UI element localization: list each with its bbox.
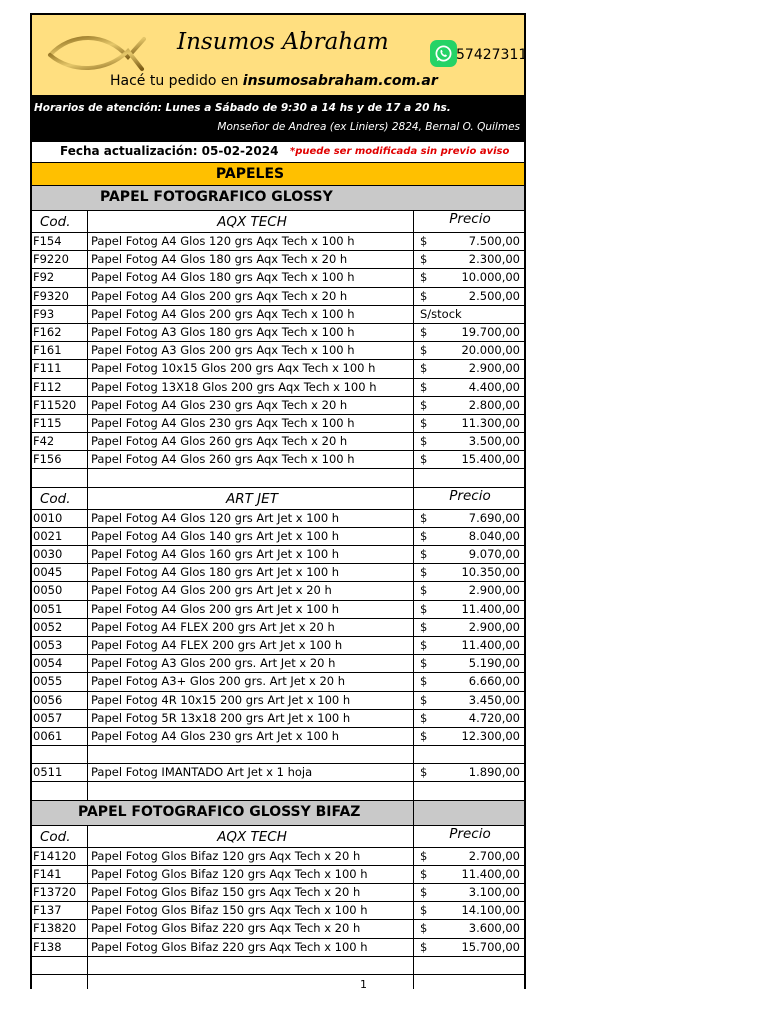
brand-header: ART JET xyxy=(88,488,414,509)
product-code: 0061 xyxy=(32,728,88,745)
price-value: 4.720,00 xyxy=(468,710,520,725)
price-cell xyxy=(414,269,524,286)
table-row xyxy=(32,288,524,306)
column-price-header: Precio xyxy=(449,211,491,227)
product-description: Papel Fotog A3 Glos 180 grs Aqx Tech x 100 h xyxy=(88,324,414,341)
table-row xyxy=(32,673,524,691)
table-row xyxy=(32,884,524,902)
website-link[interactable]: insumosabraham.com.ar xyxy=(242,73,438,89)
currency: $ xyxy=(420,361,428,376)
price-value: 12.300,00 xyxy=(461,728,520,743)
column-header-row xyxy=(32,211,524,233)
product-description: Papel Fotog A4 Glos 260 grs Aqx Tech x 20 h xyxy=(88,433,414,450)
order-prefix: Hacé tu pedido en xyxy=(110,73,243,89)
product-description: Papel Fotog A4 Glos 140 grs Art Jet x 100 h xyxy=(88,528,414,545)
table-row xyxy=(32,902,524,920)
price-cell xyxy=(414,619,524,636)
update-date: Fecha actualización: 05-02-2024 xyxy=(60,144,279,158)
product-description: Papel Fotog A4 Glos 230 grs Art Jet x 100 h xyxy=(88,728,414,745)
currency: $ xyxy=(420,601,428,616)
product-code: F14120 xyxy=(32,848,88,865)
price-value: 8.040,00 xyxy=(468,528,520,543)
price-value: 3.500,00 xyxy=(468,434,520,449)
currency: $ xyxy=(420,434,428,449)
currency: $ xyxy=(420,528,428,543)
price-value: 9.070,00 xyxy=(468,547,520,561)
price-value: 19.700,00 xyxy=(461,324,520,339)
product-code: 0051 xyxy=(32,601,88,618)
table-row xyxy=(32,939,524,957)
price-cell xyxy=(414,866,524,883)
product-code: 0055 xyxy=(32,673,88,690)
price-cell xyxy=(414,564,524,581)
column-code-header: Cod. xyxy=(32,211,88,232)
price-cell xyxy=(414,379,524,396)
price-value: 11.400,00 xyxy=(461,866,520,881)
table-bottom xyxy=(32,975,524,989)
product-code: F156 xyxy=(32,451,88,468)
product-description: Papel Fotog Glos Bifaz 120 grs Aqx Tech x 100 h xyxy=(88,866,414,883)
table-row xyxy=(32,528,524,546)
product-description: Papel Fotog A4 Glos 200 grs Art Jet x 20 h xyxy=(88,582,414,599)
product-code: F137 xyxy=(32,902,88,919)
column-header-row xyxy=(32,488,524,510)
table-row xyxy=(32,415,524,433)
currency: $ xyxy=(420,728,428,743)
product-code: 0010 xyxy=(32,510,88,527)
fish-logo-icon xyxy=(46,27,146,77)
product-description: Papel Fotog A3 Glos 200 grs. Art Jet x 20 h xyxy=(88,655,414,672)
currency: $ xyxy=(420,637,428,652)
price-value: 10.000,00 xyxy=(461,270,520,285)
price-value: 5.190,00 xyxy=(468,656,520,671)
currency: $ xyxy=(420,234,428,248)
product-code: F13720 xyxy=(32,884,88,901)
price-cell xyxy=(414,764,524,781)
product-code: F13820 xyxy=(32,920,88,937)
price-cell xyxy=(414,692,524,709)
product-description: Papel Fotog A4 Glos 200 grs Aqx Tech x 20 h xyxy=(88,288,414,305)
price-value: 2.900,00 xyxy=(468,361,520,376)
price-value: 20.000,00 xyxy=(461,343,520,358)
currency: $ xyxy=(420,848,428,863)
product-description: Papel Fotog IMANTADO Art Jet x 1 hoja xyxy=(88,764,414,781)
price-value: 2.700,00 xyxy=(468,848,520,863)
price-value: 2.900,00 xyxy=(468,583,520,598)
currency: $ xyxy=(420,270,428,285)
price-cell xyxy=(414,848,524,865)
table-row xyxy=(32,451,524,469)
price-cell xyxy=(414,306,524,323)
product-code: 0050 xyxy=(32,582,88,599)
product-description: Papel Fotog A4 Glos 180 grs Aqx Tech x 20 h xyxy=(88,251,414,268)
table-row xyxy=(32,692,524,710)
product-description: Papel Fotog A4 Glos 160 grs Art Jet x 100 h xyxy=(88,546,414,563)
brand-header: AQX TECH xyxy=(88,826,414,847)
spacer-row xyxy=(32,469,524,487)
price-cell xyxy=(414,451,524,468)
price-cell xyxy=(414,582,524,599)
table-row xyxy=(32,710,524,728)
price-cell xyxy=(414,251,524,268)
column-price-header: Precio xyxy=(449,487,491,504)
product-code: F154 xyxy=(32,233,88,250)
product-code: F93 xyxy=(32,306,88,323)
table-row xyxy=(32,342,524,360)
category-row xyxy=(32,163,524,186)
currency: $ xyxy=(420,885,428,899)
product-description: Papel Fotog A4 Glos 180 grs Art Jet x 100 h xyxy=(88,564,414,581)
price-cell xyxy=(414,360,524,377)
table-row xyxy=(32,764,524,782)
price-value: 11.400,00 xyxy=(461,637,520,652)
price-cell xyxy=(414,884,524,901)
currency: S/stock xyxy=(420,306,462,321)
product-code: F92 xyxy=(32,269,88,286)
product-code: 0054 xyxy=(32,655,88,672)
opening-hours: Horarios de atención: Lunes a Sábado de 9:30 a 14 hs y de 17 a 20 hs. xyxy=(34,102,451,114)
currency: $ xyxy=(420,343,428,358)
blank-row xyxy=(32,746,524,764)
address: Monseñor de Andrea (ex Liniers) 2824, Bernal O. Quilmes xyxy=(217,121,520,133)
section-title: PAPEL FOTOGRAFICO GLOSSY BIFAZ xyxy=(78,803,361,820)
product-code: 0511 xyxy=(32,764,88,781)
table-row xyxy=(32,433,524,451)
page-number: 1 xyxy=(360,978,367,991)
product-description: Papel Fotog A4 Glos 120 grs Art Jet x 100 h xyxy=(88,510,414,527)
table-row xyxy=(32,360,524,378)
price-cell xyxy=(414,324,524,341)
table-row xyxy=(32,637,524,655)
product-code: F138 xyxy=(32,939,88,956)
table-row xyxy=(32,728,524,746)
price-value: 2.800,00 xyxy=(468,397,520,412)
price-value: 7.690,00 xyxy=(468,510,520,525)
category-title: PAPELES xyxy=(215,166,285,182)
product-description: Papel Fotog Glos Bifaz 220 grs Aqx Tech x 100 h xyxy=(88,939,414,956)
price-value: 15.400,00 xyxy=(461,452,520,467)
table-row xyxy=(32,306,524,324)
currency: $ xyxy=(420,903,428,918)
price-list-sheet xyxy=(30,13,526,989)
sections-container xyxy=(32,186,524,975)
currency: $ xyxy=(420,547,428,561)
table-row xyxy=(32,397,524,415)
price-value: 10.350,00 xyxy=(461,565,520,580)
currency: $ xyxy=(420,921,428,936)
price-notice: *puede ser modificada sin previo aviso xyxy=(290,146,510,157)
brand-name: Insumos Abraham xyxy=(177,29,389,55)
currency: $ xyxy=(420,765,428,780)
table-row xyxy=(32,848,524,866)
product-code: 0030 xyxy=(32,546,88,563)
table-row xyxy=(32,546,524,564)
section-header xyxy=(32,186,524,211)
product-code: F115 xyxy=(32,415,88,432)
price-value: 2.500,00 xyxy=(468,288,520,303)
currency: $ xyxy=(420,288,428,303)
product-code: F141 xyxy=(32,866,88,883)
price-cell xyxy=(414,342,524,359)
product-code: F9220 xyxy=(32,251,88,268)
currency: $ xyxy=(420,324,428,339)
price-cell xyxy=(414,920,524,937)
product-code: F11520 xyxy=(32,397,88,414)
price-cell xyxy=(414,728,524,745)
header-banner xyxy=(32,15,528,95)
table-row xyxy=(32,866,524,884)
currency: $ xyxy=(420,692,428,707)
product-description: Papel Fotog Glos Bifaz 220 grs Aqx Tech x 20 h xyxy=(88,920,414,937)
currency: $ xyxy=(420,710,428,725)
price-value: 11.400,00 xyxy=(461,601,520,616)
price-value: 3.100,00 xyxy=(468,885,520,899)
product-description: Papel Fotog 4R 10x15 200 grs Art Jet x 100 h xyxy=(88,692,414,709)
table-row xyxy=(32,379,524,397)
product-description: Papel Fotog Glos Bifaz 120 grs Aqx Tech x 20 h xyxy=(88,848,414,865)
whatsapp-icon[interactable] xyxy=(430,40,457,67)
product-code: F9320 xyxy=(32,288,88,305)
product-description: Papel Fotog A4 Glos 230 grs Aqx Tech x 100 h xyxy=(88,415,414,432)
price-cell xyxy=(414,655,524,672)
product-description: Papel Fotog Glos Bifaz 150 grs Aqx Tech x 20 h xyxy=(88,884,414,901)
price-value: 3.600,00 xyxy=(468,921,520,936)
column-price-header: Precio xyxy=(449,825,491,842)
product-description: Papel Fotog A4 Glos 260 grs Aqx Tech x 100 h xyxy=(88,451,414,468)
product-description: Papel Fotog A4 Glos 200 grs Art Jet x 100 h xyxy=(88,601,414,618)
price-cell xyxy=(414,433,524,450)
table-row xyxy=(32,251,524,269)
table-row xyxy=(32,324,524,342)
table-row xyxy=(32,920,524,938)
product-code: 0056 xyxy=(32,692,88,709)
column-code-header: Cod. xyxy=(32,826,88,847)
product-code: 0045 xyxy=(32,564,88,581)
price-value: 6.660,00 xyxy=(468,674,520,689)
order-line xyxy=(110,73,438,89)
column-header-row xyxy=(32,826,524,848)
price-cell xyxy=(414,510,524,527)
product-description: Papel Fotog Glos Bifaz 150 grs Aqx Tech x 100 h xyxy=(88,902,414,919)
price-cell xyxy=(414,546,524,563)
phone-number: 57427311 xyxy=(456,47,528,63)
table-row xyxy=(32,233,524,251)
price-value: 4.400,00 xyxy=(468,379,520,394)
spacer-row xyxy=(32,782,524,800)
price-value: 14.100,00 xyxy=(461,903,520,918)
currency: $ xyxy=(420,379,428,394)
price-cell xyxy=(414,710,524,727)
product-code: F162 xyxy=(32,324,88,341)
product-code: F111 xyxy=(32,360,88,377)
table-row xyxy=(32,655,524,673)
price-cell xyxy=(414,902,524,919)
product-description: Papel Fotog 10x15 Glos 200 grs Aqx Tech x 100 h xyxy=(88,360,414,377)
price-cell xyxy=(414,397,524,414)
info-bar xyxy=(32,95,524,142)
price-value: 3.450,00 xyxy=(468,692,520,707)
product-code: F112 xyxy=(32,379,88,396)
table-row xyxy=(32,619,524,637)
price-value: 1.890,00 xyxy=(468,765,520,780)
table-row xyxy=(32,510,524,528)
currency: $ xyxy=(420,674,428,689)
currency: $ xyxy=(420,619,428,634)
product-description: Papel Fotog A4 Glos 200 grs Aqx Tech x 100 h xyxy=(88,306,414,323)
price-value: 2.900,00 xyxy=(468,619,520,634)
product-code: 0021 xyxy=(32,528,88,545)
currency: $ xyxy=(420,656,428,671)
currency: $ xyxy=(420,415,428,430)
price-cell xyxy=(414,601,524,618)
currency: $ xyxy=(420,866,428,881)
currency: $ xyxy=(420,583,428,598)
brand-header: AQX TECH xyxy=(88,211,414,232)
price-value: 2.300,00 xyxy=(468,252,520,267)
currency: $ xyxy=(420,510,428,525)
product-description: Papel Fotog A4 Glos 180 grs Aqx Tech x 100 h xyxy=(88,269,414,286)
product-description: Papel Fotog A4 Glos 120 grs Aqx Tech x 100 h xyxy=(88,233,414,250)
price-cell xyxy=(414,233,524,250)
price-cell xyxy=(414,637,524,654)
product-code: 0053 xyxy=(32,637,88,654)
product-description: Papel Fotog A4 FLEX 200 grs Art Jet x 20 h xyxy=(88,619,414,636)
currency: $ xyxy=(420,452,428,467)
product-code: F42 xyxy=(32,433,88,450)
update-row xyxy=(32,142,524,163)
table-row xyxy=(32,601,524,619)
table-row xyxy=(32,582,524,600)
price-cell xyxy=(414,415,524,432)
price-value: 11.300,00 xyxy=(461,415,520,430)
price-cell xyxy=(414,528,524,545)
price-cell xyxy=(414,673,524,690)
price-cell xyxy=(414,288,524,305)
product-description: Papel Fotog A4 Glos 230 grs Aqx Tech x 20 h xyxy=(88,397,414,414)
product-description: Papel Fotog 5R 13x18 200 grs Art Jet x 100 h xyxy=(88,710,414,727)
product-code: F161 xyxy=(32,342,88,359)
spacer-row xyxy=(32,957,524,975)
section-header xyxy=(32,801,524,826)
product-description: Papel Fotog A4 FLEX 200 grs Art Jet x 100 h xyxy=(88,637,414,654)
price-value: 15.700,00 xyxy=(461,939,520,954)
section-divider xyxy=(413,801,414,825)
table-row xyxy=(32,564,524,582)
currency: $ xyxy=(420,939,428,954)
product-description: Papel Fotog A3+ Glos 200 grs. Art Jet x 20 h xyxy=(88,673,414,690)
price-value: 7.500,00 xyxy=(468,234,520,248)
currency: $ xyxy=(420,565,428,580)
section-title: PAPEL FOTOGRAFICO GLOSSY xyxy=(100,189,333,205)
currency: $ xyxy=(420,252,428,267)
price-cell xyxy=(414,939,524,956)
product-code: 0057 xyxy=(32,710,88,727)
table-row xyxy=(32,269,524,287)
product-description: Papel Fotog 13X18 Glos 200 grs Aqx Tech x 100 h xyxy=(88,379,414,396)
product-code: 0052 xyxy=(32,619,88,636)
product-description: Papel Fotog A3 Glos 200 grs Aqx Tech x 100 h xyxy=(88,342,414,359)
currency: $ xyxy=(420,397,428,412)
column-code-header: Cod. xyxy=(32,488,88,509)
